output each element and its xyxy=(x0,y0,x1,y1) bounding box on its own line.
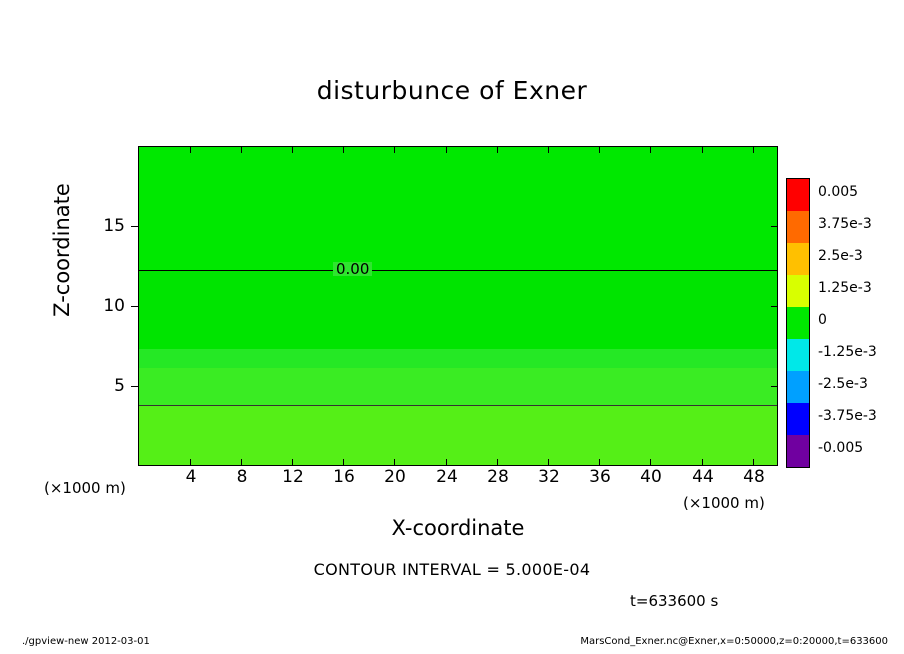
contour-interval-text: CONTOUR INTERVAL = 5.000E-04 xyxy=(313,560,591,579)
colorbar-label: 3.75e-3 xyxy=(818,216,872,232)
colorbar-cell xyxy=(787,179,809,211)
contour-band xyxy=(139,147,777,270)
y-axis-label: Z-coordinate xyxy=(50,183,74,317)
y-tick xyxy=(131,386,138,387)
x-tick-label: 4 xyxy=(185,467,197,487)
x-tick xyxy=(190,459,191,466)
colorbar-label: 2.5e-3 xyxy=(818,248,863,264)
x-tick xyxy=(394,459,395,466)
plot-area xyxy=(138,146,778,466)
contour-band xyxy=(139,349,777,368)
contour-line-lower xyxy=(139,405,777,406)
chart-title: disturbunce of Exner xyxy=(316,76,588,105)
x-tick-label: 40 xyxy=(640,467,662,487)
x-tick xyxy=(497,146,498,153)
x-tick xyxy=(241,146,242,153)
colorbar-label: 0.005 xyxy=(818,184,859,200)
x-tick-label: 44 xyxy=(692,467,714,487)
colorbar-cell xyxy=(787,307,809,339)
colorbar-cell xyxy=(787,403,809,435)
time-stamp: t=633600 s xyxy=(630,592,719,610)
colorbar-label: -2.5e-3 xyxy=(818,376,868,392)
footer-right-text: MarsCond_Exner.nc@Exner,x=0:50000,z=0:20000,t=633600 xyxy=(580,636,888,647)
footer-left-text: ./gpview-new 2012-03-01 xyxy=(22,636,150,647)
x-tick xyxy=(650,459,651,466)
x-tick xyxy=(753,459,754,466)
y-tick xyxy=(131,306,138,307)
x-tick xyxy=(292,146,293,153)
x-tick-label: 24 xyxy=(436,467,458,487)
x-tick xyxy=(650,146,651,153)
x-tick-label: 16 xyxy=(333,467,355,487)
x-tick xyxy=(446,459,447,466)
x-tick xyxy=(394,146,395,153)
x-tick xyxy=(702,146,703,153)
x-tick-label: 28 xyxy=(487,467,509,487)
contour-line-zero xyxy=(139,270,777,271)
x-tick-label: 20 xyxy=(384,467,406,487)
colorbar-label: -0.005 xyxy=(818,440,864,456)
contour-band xyxy=(139,368,777,405)
x-tick-label: 48 xyxy=(743,467,765,487)
x-tick-label: 32 xyxy=(538,467,560,487)
y-tick-label: 10 xyxy=(103,296,125,316)
x-tick-label: 12 xyxy=(282,467,304,487)
y-tick-label: 15 xyxy=(103,216,125,236)
x-tick xyxy=(343,459,344,466)
x-tick xyxy=(497,459,498,466)
x-tick xyxy=(599,146,600,153)
colorbar-label: -1.25e-3 xyxy=(818,344,877,360)
x-axis-unit-left: (×1000 m) xyxy=(44,479,126,497)
colorbar-cell xyxy=(787,243,809,275)
colorbar-label: -3.75e-3 xyxy=(818,408,877,424)
x-tick xyxy=(292,459,293,466)
x-tick xyxy=(343,146,344,153)
colorbar xyxy=(786,178,810,468)
x-tick xyxy=(702,459,703,466)
colorbar-cell xyxy=(787,339,809,371)
colorbar-label: 0 xyxy=(818,312,827,328)
colorbar-cell xyxy=(787,435,809,467)
x-tick xyxy=(190,146,191,153)
y-tick xyxy=(771,226,778,227)
x-tick xyxy=(548,146,549,153)
y-tick xyxy=(131,226,138,227)
x-axis-unit-right: (×1000 m) xyxy=(683,494,765,512)
x-tick xyxy=(753,146,754,153)
y-tick xyxy=(771,386,778,387)
colorbar-cell xyxy=(787,371,809,403)
x-tick xyxy=(599,459,600,466)
colorbar-cell xyxy=(787,275,809,307)
x-tick xyxy=(446,146,447,153)
contour-band xyxy=(139,270,777,349)
y-tick-label: 5 xyxy=(114,376,125,396)
x-tick-label: 8 xyxy=(236,467,248,487)
colorbar-cell xyxy=(787,211,809,243)
x-tick xyxy=(241,459,242,466)
x-axis-label: X-coordinate xyxy=(391,516,525,540)
contour-label: 0.00 xyxy=(333,262,372,276)
y-tick xyxy=(771,306,778,307)
contour-band xyxy=(139,405,777,466)
x-tick xyxy=(548,459,549,466)
colorbar-label: 1.25e-3 xyxy=(818,280,872,296)
x-tick-label: 36 xyxy=(589,467,611,487)
